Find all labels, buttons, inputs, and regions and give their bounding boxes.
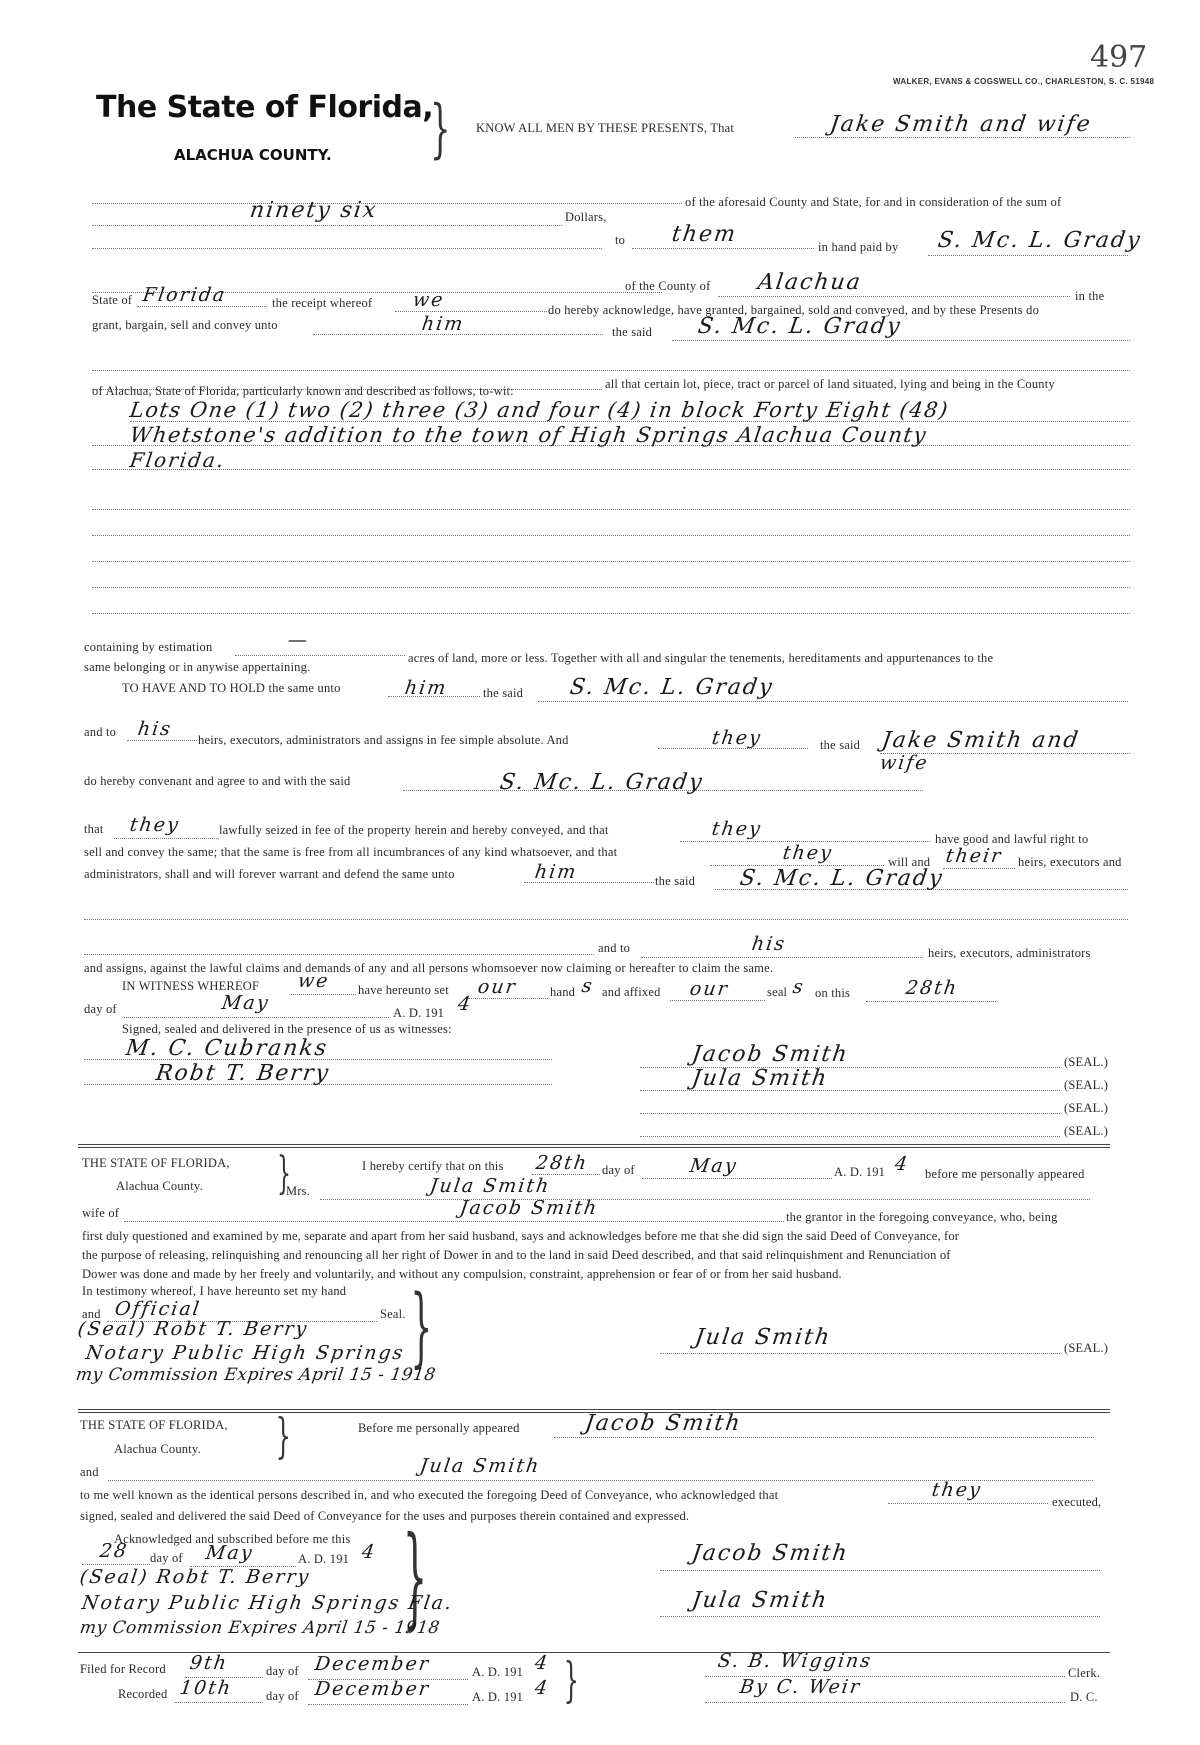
dower-brace: } (277, 1148, 291, 1199)
year-handwriting: 4 (893, 1153, 911, 1175)
heirs-text: heirs, executors, administrators and assigns in fee simple absolute. And (198, 733, 569, 747)
mrs-handwriting: Jula Smith (428, 1175, 552, 1197)
their-handwriting: their (944, 845, 1004, 867)
his-line (127, 740, 197, 741)
hands-s-handwriting: s (580, 975, 596, 997)
on-this-text: on this (815, 986, 851, 1000)
they-handwriting: they (128, 814, 182, 836)
grantee-line (538, 701, 1128, 702)
filed-day-handwriting: 9th (188, 1652, 230, 1674)
they-handwriting: they (710, 727, 764, 749)
our-handwriting: our (476, 976, 519, 998)
covenant-text: do hereby convenant and agree to and with the said (84, 774, 351, 788)
his-handwriting: his (750, 933, 788, 955)
to-handwriting: them (670, 222, 739, 247)
ad-text: A. D. 191 (472, 1665, 524, 1679)
signature-line (660, 1353, 1060, 1354)
rec-month-line (308, 1704, 468, 1705)
their-line (943, 868, 1015, 869)
dower-body-line: first duly questioned and examined by me, separate and apart from her said husband, says and acknowledges before me that she did sign the said Deed of Conveyance, for (82, 1229, 960, 1243)
month-handwriting: May (204, 1542, 256, 1564)
land-clause-text: all that certain lot, piece, tract or parcel of land situated, lying and being in the County (605, 377, 1055, 391)
notary-line-2: Notary Public High Springs (84, 1342, 407, 1364)
ack-signature-1: Jacob Smith (690, 1541, 851, 1566)
dc-line (705, 1702, 1065, 1703)
name-line (554, 1437, 1094, 1438)
grantee-line (672, 340, 1130, 341)
seal-text: seal (767, 985, 788, 999)
blank-line (92, 535, 1130, 536)
grantor-text: the grantor in the foregoing conveyance, who, being (786, 1210, 1058, 1224)
executed-text: executed, (1052, 1495, 1102, 1509)
rec-day-handwriting: 10th (178, 1677, 234, 1699)
blank-line (84, 954, 594, 955)
ack-name-1: Jacob Smith (583, 1411, 744, 1436)
filed-month-handwriting: December (313, 1653, 432, 1675)
section-divider (78, 1147, 1110, 1148)
filed-text: Filed for Record (80, 1662, 166, 1676)
they-line (114, 838, 219, 839)
clerk-signature: S. B. Wiggins (716, 1650, 874, 1672)
grantee-handwriting: S. Mc. L. Grady (696, 314, 904, 339)
our-line (468, 998, 548, 999)
dower-body-line: the purpose of releasing, relinquishing and renouncing all her right of Dower in and to the land in said Deed described, and that said relinquishment and Renunciation of (82, 1248, 951, 1262)
grantor-2-signature: Jula Smith (690, 1066, 830, 1091)
said-text: the said (655, 874, 696, 888)
rec-day-line (175, 1702, 263, 1703)
ack-state: THE STATE OF FLORIDA, (80, 1418, 228, 1432)
ack-name-2: Jula Smith (418, 1455, 542, 1477)
said-text: the said (820, 738, 861, 752)
county-line (718, 296, 1070, 297)
signature-line (640, 1136, 1060, 1137)
subscribed-text: Acknowledged and subscribed before me this (114, 1532, 351, 1546)
they-line (888, 1503, 1048, 1504)
husband-line (124, 1221, 784, 1222)
grantee-handwriting: S. Mc. L. Grady (498, 770, 706, 795)
grantor-handwriting: Jake Smith and (880, 728, 1082, 753)
day-line (82, 1564, 150, 1565)
state-handwriting: Florida (141, 284, 228, 306)
him-handwriting: him (533, 861, 579, 883)
and-text: and (82, 1307, 101, 1321)
to-line (632, 248, 814, 249)
and-to-text: and to (598, 941, 631, 955)
day-of-text: day of (266, 1664, 299, 1678)
and-text: and (80, 1465, 99, 1479)
seal-label: (SEAL.) (1064, 1101, 1109, 1115)
they-handwriting: they (781, 842, 835, 864)
signature-line (660, 1570, 1100, 1571)
filed-year-handwriting: 4 (533, 1652, 551, 1674)
ack-line-1: to me well known as the identical persons described in, and who executed the foregoing Deed of Conveyance, who acknowledged that (80, 1488, 779, 1502)
dc-text: D. C. (1070, 1690, 1098, 1704)
filing-brace: } (563, 1652, 579, 1708)
know-all-men: KNOW ALL MEN BY THESE PRESENTS, That (476, 121, 735, 135)
witness-2-signature: Robt T. Berry (154, 1061, 332, 1086)
grantor-1-signature: Jacob Smith (690, 1042, 851, 1067)
county-heading: ALACHUA COUNTY. (174, 146, 332, 164)
acres-handwriting: — (286, 629, 311, 651)
ack-brace: } (275, 1408, 291, 1464)
notary-brace: } (410, 1277, 433, 1377)
rec-month-handwriting: December (313, 1678, 432, 1700)
witness-1-signature: M. C. Cubranks (124, 1036, 330, 1061)
grantee-handwriting: S. Mc. L. Grady (738, 866, 946, 891)
seal-label: (SEAL.) (1064, 1124, 1109, 1138)
document-title: The State of Florida, (96, 90, 434, 125)
section-divider (78, 1409, 1110, 1410)
seal-label: (SEAL.) (1064, 1078, 1109, 1092)
containing-text: containing by estimation (84, 640, 213, 654)
ack-county: Alachua County. (114, 1442, 201, 1456)
month-line (124, 1017, 389, 1018)
day-handwriting: 28th (534, 1152, 590, 1174)
convey-handwriting: him (420, 313, 466, 335)
description-line-1: Lots One (1) two (2) three (3) and four (4) in block Forty Eight (48) (128, 398, 951, 422)
ack-notary-brace: } (402, 1512, 428, 1640)
day-of-text: day of (150, 1551, 183, 1565)
ad-text: A. D. 191 (298, 1552, 350, 1566)
blank-line (92, 203, 682, 204)
seal-label: (SEAL.) (1064, 1055, 1109, 1069)
day-of-text: day of (266, 1689, 299, 1703)
notary-line-3: my Commission Expires April 15 - 1918 (74, 1365, 438, 1385)
they-handwriting: they (710, 818, 764, 840)
rec-year-handwriting: 4 (533, 1677, 551, 1699)
description-line-3: Florida. (128, 448, 228, 472)
year-handwriting: 4 (456, 993, 474, 1015)
grantor-handwriting: Jake Smith and wife (828, 112, 1094, 137)
receipt-line (395, 311, 547, 312)
affixed-text: and affixed (602, 985, 661, 999)
day-of-text: day of (602, 1163, 635, 1177)
his-handwriting: his (136, 718, 174, 740)
admin-text: administrators, shall and will forever warrant and defend the same unto (84, 867, 455, 881)
lawful-right-text: have good and lawful right to (935, 832, 1089, 846)
assigns-text: and assigns, against the lawful claims and demands of any and all persons whomsoever now claiming or hereafter to claim the same. (84, 961, 774, 975)
ad-text: A. D. 191 (393, 1006, 445, 1020)
they-handwriting: they (930, 1479, 984, 1501)
ack-notary-line-2: Notary Public High Springs Fla. (80, 1592, 455, 1614)
grantor-line (795, 137, 1130, 138)
hand-text: hand (550, 985, 576, 999)
amount-handwriting: ninety six (248, 198, 380, 223)
dollars-text: Dollars, (565, 210, 607, 224)
dower-signature: Jula Smith (693, 1325, 833, 1350)
ad-text: A. D. 191 (472, 1690, 524, 1704)
our-line (670, 1000, 765, 1001)
amount-line (92, 225, 562, 226)
mrs-text: Mrs. (286, 1184, 311, 1198)
acres-text: acres of land, more or less. Together with all and singular the tenements, hereditaments and appurtenances to the (408, 651, 994, 665)
blank-line (92, 613, 1130, 614)
and-to-text: and to (84, 725, 117, 739)
we-handwriting: we (296, 970, 332, 992)
month-handwriting: May (220, 992, 272, 1014)
description-line-2: Whetstone's addition to the town of High Springs Alachua County (128, 423, 929, 447)
witness-text: IN WITNESS WHEREOF (122, 979, 260, 993)
seized-text: lawfully seized in fee of the property herein and hereby conveyed, and that (219, 823, 609, 837)
clerk-text: Clerk. (1068, 1666, 1101, 1680)
his-line (641, 957, 923, 958)
seal-s-handwriting: s (791, 976, 807, 998)
will-and-text: will and (888, 855, 931, 869)
state-of-text: State of (92, 293, 133, 307)
heirs-text: heirs, executors, administrators (928, 946, 1091, 960)
ack-line-2: signed, sealed and delivered the said Deed of Conveyance for the uses and purposes therein contained and expressed. (80, 1509, 690, 1523)
receipt-handwriting: we (411, 289, 447, 311)
habendum-text: TO HAVE AND TO HOLD the same unto (122, 681, 341, 695)
of-alachua-text: of Alachua, State of Florida, particularly known and described as follows, to-wit: (92, 384, 514, 398)
blank-line (92, 561, 1130, 562)
blank-line (92, 587, 1130, 588)
mrs-line (320, 1199, 1090, 1200)
state-line (137, 306, 267, 307)
ad-text: A. D. 191 (834, 1165, 886, 1179)
month-handwriting: May (688, 1155, 740, 1177)
ack-notary-line-1: (Seal) Robt T. Berry (78, 1566, 312, 1588)
day-handwriting: 28 (98, 1540, 130, 1562)
acres-line (235, 655, 405, 656)
to-text: to (615, 233, 626, 247)
paid-by-text: in hand paid by (818, 240, 899, 254)
said-text: the said (612, 325, 653, 339)
receipt-text: the receipt whereof (272, 296, 373, 310)
appeared-text: before me personally appeared (925, 1167, 1085, 1181)
grantee-handwriting: S. Mc. L. Grady (936, 228, 1144, 253)
day-handwriting: 28th (904, 977, 960, 999)
aforesaid-text: of the aforesaid County and State, for and in consideration of the sum of (685, 195, 1062, 209)
grantee-line (928, 255, 1128, 256)
testimony-text: In testimony whereof, I have hereunto set my hand (82, 1284, 347, 1298)
seal-text: Seal. (380, 1307, 406, 1321)
said-text: the said (483, 686, 524, 700)
dc-signature: By C. Weir (738, 1676, 863, 1698)
habendum-handwriting: him (403, 677, 449, 699)
official-handwriting: Official (113, 1298, 203, 1320)
recorded-text: Recorded (118, 1687, 168, 1701)
sell-text: sell and convey the same; that the same is free from all incumbrances of any kind whatsoever, and that (84, 845, 618, 859)
acknowledge-text: do hereby acknowledge, have granted, bargained, sold and conveyed, and by these Presents do (548, 303, 1040, 317)
grantee-handwriting: S. Mc. L. Grady (568, 675, 776, 700)
seal-label: (SEAL.) (1064, 1341, 1109, 1355)
of-county-text: of the County of (625, 279, 711, 293)
certify-text: I hereby certify that on this (362, 1159, 504, 1173)
day-line (866, 1001, 996, 1002)
signature-line (640, 1113, 1060, 1114)
blank-line (84, 919, 1128, 920)
month-line (642, 1178, 832, 1179)
notary-line-1: (Seal) Robt T. Berry (76, 1318, 310, 1340)
section-divider (78, 1144, 1110, 1145)
printer-imprint: WALKER, EVANS & COGSWELL CO., CHARLESTON, S. C. 51948 (893, 77, 1155, 86)
blank-line (92, 509, 1130, 510)
dower-state: THE STATE OF FLORIDA, (82, 1156, 230, 1170)
dower-body-line: Dower was done and made by her freely and voluntarily, and without any compulsion, constraint, apprehension or fear of or from her said husband. (82, 1267, 842, 1281)
wife-of-text: wife of (82, 1206, 120, 1220)
dower-body (82, 1227, 1117, 1284)
before-text: Before me personally appeared (358, 1421, 520, 1435)
page-number: 497 (1090, 40, 1148, 75)
hereunto-text: have hereunto set (358, 983, 449, 997)
belonging-text: same belonging or in anywise appertaining. (84, 660, 311, 674)
our-handwriting: our (688, 978, 731, 1000)
blank-line (92, 248, 602, 249)
ack-signature-2: Jula Smith (690, 1588, 830, 1613)
section-divider (78, 1652, 1110, 1653)
husband-handwriting: Jacob Smith (458, 1197, 600, 1219)
heirs-text: heirs, executors and (1018, 855, 1122, 869)
signed-text: Signed, sealed and delivered in the presence of us as witnesses: (122, 1022, 452, 1036)
grant-text: grant, bargain, sell and convey unto (92, 318, 278, 332)
ack-notary-line-3: my Commission Expires April 15 - 1918 (78, 1618, 442, 1638)
day-of-text: day of (84, 1002, 117, 1016)
blank-line (92, 370, 1130, 371)
grantor-handwriting: wife (878, 752, 931, 774)
county-handwriting: Alachua (756, 270, 864, 295)
header-brace: } (430, 92, 451, 166)
we-line (291, 994, 356, 995)
description-line (92, 469, 1130, 470)
that-text: that (84, 822, 104, 836)
year-handwriting: 4 (360, 1541, 378, 1563)
in-the-text: in the (1075, 289, 1105, 303)
dower-county: Alachua County. (116, 1179, 203, 1193)
signature-line (660, 1616, 1100, 1617)
